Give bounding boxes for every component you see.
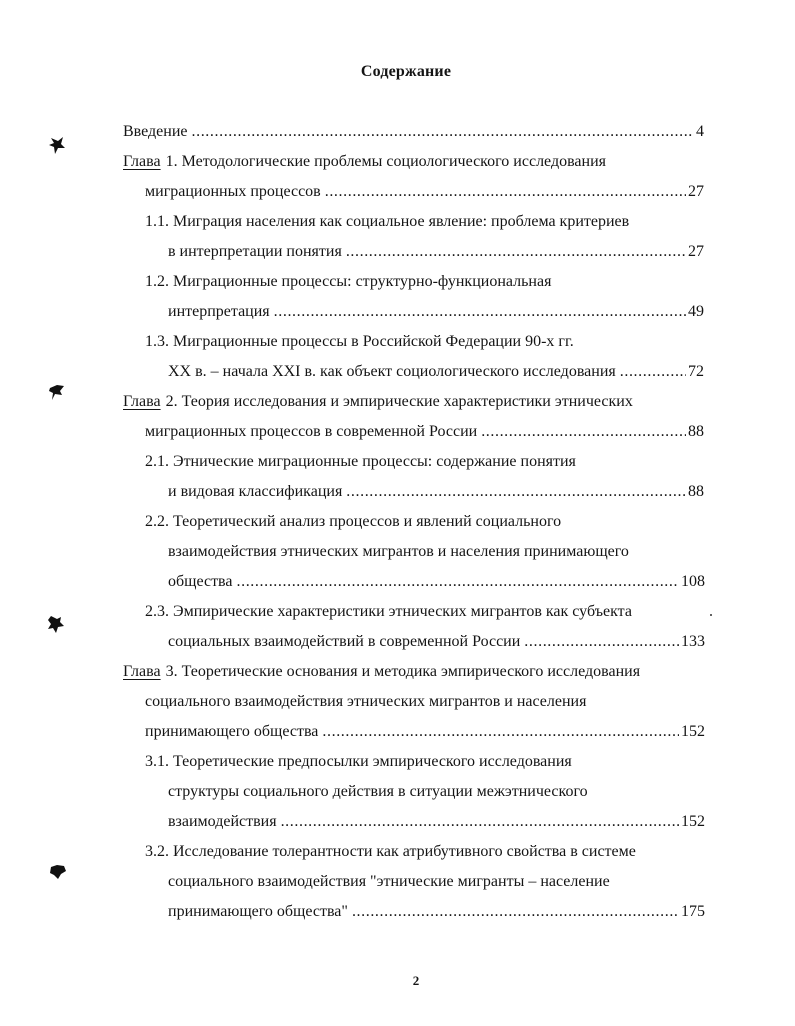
- toc-section-2-3-line2[interactable]: [168, 631, 705, 653]
- page-number: 2: [412, 973, 420, 988]
- toc-section-2-3-line1[interactable]: [145, 601, 632, 623]
- toc-section-1-2-line2[interactable]: [168, 301, 704, 323]
- dot-leader: [346, 481, 686, 503]
- section-title-cont: интерпретация: [168, 303, 270, 320]
- chapter-label: Глава: [123, 393, 161, 410]
- chapter-title: 1. Методологические проблемы социологического исследования: [165, 153, 607, 170]
- binder-hole-mark-icon: [47, 382, 67, 402]
- binder-hole-mark-icon: [46, 614, 66, 634]
- toc-section-3-2-line1[interactable]: [145, 841, 636, 863]
- toc-page-number: 175: [681, 903, 705, 920]
- page-title: Содержание: [360, 63, 452, 80]
- section-title: 2.2. Теоретический анализ процессов и явлений социального: [145, 513, 562, 530]
- section-title: 2.3. Эмпирические характеристики этнических мигрантов как субъекта: [145, 603, 632, 620]
- toc-page-number: 88: [688, 483, 704, 500]
- section-title-cont: структуры социального действия в ситуации межэтнического: [168, 783, 588, 800]
- toc-chapter-2-line2[interactable]: [145, 421, 704, 443]
- dot-leader: [237, 571, 680, 593]
- toc-section-2-2-line3[interactable]: [168, 571, 705, 593]
- section-title-cont: XX в. – начала XXI в. как объект социологического исследования: [168, 363, 616, 380]
- binder-hole-mark-icon: [47, 135, 67, 155]
- section-title-cont: и видовая классификация: [168, 483, 343, 500]
- chapter-title-cont: принимающего общества: [145, 723, 319, 740]
- chapter-label: Глава: [123, 663, 161, 680]
- toc-chapter-1-line2[interactable]: [145, 181, 704, 203]
- toc-chapter-3-line3[interactable]: [145, 721, 705, 743]
- toc-section-2-2-line2[interactable]: [168, 541, 629, 563]
- chapter-label: Глава: [123, 153, 161, 170]
- dot-leader: [322, 721, 679, 743]
- toc-chapter-1-line1[interactable]: [123, 151, 606, 173]
- section-title-cont: социального взаимодействия "этнические мигранты – население: [168, 873, 610, 890]
- toc-page-number: 72: [688, 363, 704, 380]
- toc-chapter-3-line1[interactable]: [123, 661, 640, 683]
- scan-speck: [710, 614, 712, 616]
- dot-leader: [274, 301, 686, 323]
- toc-section-2-1-line1[interactable]: [145, 451, 576, 473]
- toc-section-3-2-line2[interactable]: [168, 871, 610, 893]
- section-title: 1.2. Миграционные процессы: структурно-функциональная: [145, 273, 552, 290]
- section-title: 1.1. Миграция населения как социальное явление: проблема критериев: [145, 213, 630, 230]
- dot-leader: [620, 361, 686, 383]
- toc-chapter-2-line1[interactable]: [123, 391, 633, 413]
- section-title-cont: социальных взаимодействий в современной России: [168, 633, 521, 650]
- toc-section-1-3-line1[interactable]: [145, 331, 574, 353]
- toc-section-1-2-line1[interactable]: [145, 271, 551, 293]
- binder-hole-mark-icon: [48, 862, 68, 882]
- toc-section-1-1-line1[interactable]: [145, 211, 629, 233]
- dot-leader: [481, 421, 686, 443]
- toc-page-number: 133: [681, 633, 705, 650]
- dot-leader: [325, 181, 686, 203]
- chapter-title: 3. Теоретические основания и методика эмпирического исследования: [165, 663, 641, 680]
- section-title-cont: взаимодействия: [168, 813, 277, 830]
- toc-section-3-1-line3[interactable]: [168, 811, 705, 833]
- dot-leader: [192, 121, 695, 143]
- toc-page-number: 27: [688, 183, 704, 200]
- chapter-title-cont: социального взаимодействия этнических мигрантов и населения: [145, 693, 587, 710]
- section-title-cont: в интерпретации понятия: [168, 243, 342, 260]
- toc-section-1-1-line2[interactable]: [168, 241, 704, 263]
- chapter-title-cont: миграционных процессов в современной России: [145, 423, 478, 440]
- section-title: 3.2. Исследование толерантности как атрибутивного свойства в системе: [145, 843, 636, 860]
- toc-page-number: 27: [688, 243, 704, 260]
- chapter-title-cont: миграционных процессов: [145, 183, 321, 200]
- section-title-cont: взаимодействия этнических мигрантов и населения принимающего: [168, 543, 629, 560]
- chapter-title: 2. Теория исследования и эмпирические характеристики этнических: [165, 393, 633, 410]
- toc-section-1-3-line2[interactable]: [168, 361, 704, 383]
- toc-section-3-1-line1[interactable]: [145, 751, 572, 773]
- section-title-cont: принимающего общества": [168, 903, 348, 920]
- toc-section-2-2-line1[interactable]: [145, 511, 561, 533]
- toc-chapter-3-line2[interactable]: [145, 691, 586, 713]
- toc-page-number: 152: [681, 723, 705, 740]
- toc-page-number: 49: [688, 303, 704, 320]
- toc-entry-intro[interactable]: [123, 121, 704, 143]
- toc-section-3-2-line3[interactable]: [168, 901, 705, 923]
- dot-leader: [346, 241, 686, 263]
- toc-entry-intro-text: Введение: [123, 123, 188, 140]
- toc-page-number: 4: [696, 123, 704, 140]
- section-title: 2.1. Этнические миграционные процессы: содержание понятия: [145, 453, 576, 470]
- section-title: 1.3. Миграционные процессы в Российской Федерации 90-х гг.: [145, 333, 574, 350]
- toc-section-3-1-line2[interactable]: [168, 781, 588, 803]
- section-title-cont: общества: [168, 573, 233, 590]
- toc-page-number: 108: [681, 573, 705, 590]
- dot-leader: [524, 631, 679, 653]
- toc-section-2-1-line2[interactable]: [168, 481, 704, 503]
- dot-leader: [352, 901, 679, 923]
- toc-page-number: 88: [688, 423, 704, 440]
- toc-page-number: 152: [681, 813, 705, 830]
- section-title: 3.1. Теоретические предпосылки эмпирического исследования: [145, 753, 572, 770]
- dot-leader: [281, 811, 679, 833]
